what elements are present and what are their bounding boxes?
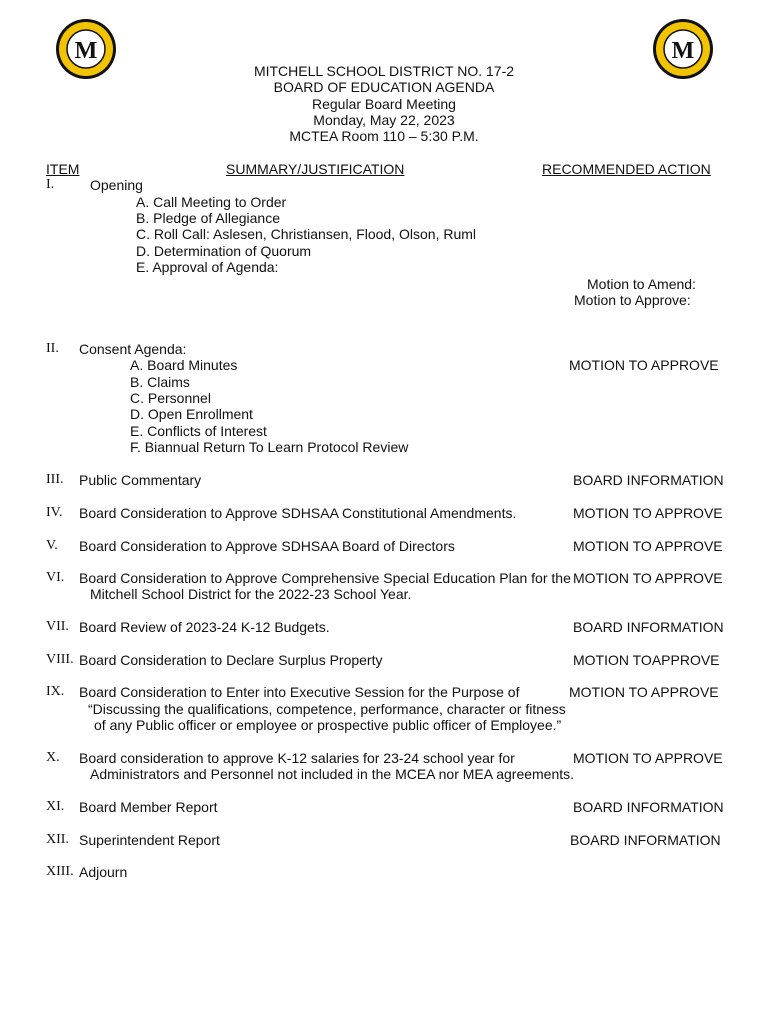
- opening-subitem: C. Roll Call: Aslesen, Christiansen, Flood, Olson, Ruml: [136, 226, 477, 242]
- item-number: IV.: [46, 505, 63, 520]
- item-number: V.: [46, 538, 58, 553]
- item-text: Board Consideration to Approve SDHSAA Board of Directors: [79, 538, 455, 554]
- recommended-action: MOTION TO APPROVE: [569, 357, 719, 373]
- recommended-action: BOARD INFORMATION: [573, 472, 724, 488]
- seal-letter: M: [74, 38, 98, 64]
- item-number: X.: [46, 750, 60, 765]
- item-number: XIII.: [46, 864, 74, 879]
- opening-subitem: E. Approval of Agenda:: [136, 259, 279, 275]
- consent-subitem: A. Board Minutes: [130, 357, 238, 373]
- item-number: VII.: [46, 619, 69, 634]
- consent-subitem: C. Personnel: [130, 390, 211, 406]
- opening-subitem: D. Determination of Quorum: [136, 243, 312, 259]
- column-header-summary: SUMMARY/JUSTIFICATION: [226, 161, 405, 177]
- column-header-item: ITEM: [46, 161, 80, 177]
- item-text: Superintendent Report: [79, 832, 220, 848]
- consent-subitem: E. Conflicts of Interest: [130, 423, 267, 439]
- item-number: VI.: [46, 570, 65, 585]
- item-text: Public Commentary: [79, 472, 202, 488]
- item-number: III.: [46, 472, 64, 487]
- item-number: I.: [46, 177, 55, 192]
- recommended-action: MOTION TO APPROVE: [573, 505, 723, 521]
- opening-subitem: B. Pledge of Allegiance: [136, 210, 280, 226]
- motion-to-approve: Motion to Approve:: [574, 292, 691, 308]
- item-text: Board Review of 2023-24 K-12 Budgets.: [79, 619, 330, 635]
- agenda-title: BOARD OF EDUCATION AGENDA: [273, 79, 495, 95]
- recommended-action: MOTION TO APPROVE: [569, 684, 719, 700]
- district-name: MITCHELL SCHOOL DISTRICT NO. 17-2: [253, 63, 515, 79]
- recommended-action: BOARD INFORMATION: [570, 832, 721, 848]
- item-text-continued: “Discussing the qualifications, competence, performance, character or fitness: [88, 701, 566, 717]
- recommended-action: MOTION TO APPROVE: [573, 570, 723, 586]
- recommended-action: MOTION TOAPPROVE: [573, 652, 720, 668]
- consent-subitem: F. Biannual Return To Learn Protocol Review: [130, 439, 409, 455]
- item-number: VIII.: [46, 652, 74, 667]
- item-text: Board Member Report: [79, 799, 218, 815]
- item-number: XII.: [46, 832, 69, 847]
- meeting-date: Monday, May 22, 2023: [313, 112, 455, 128]
- item-number: XI.: [46, 799, 65, 814]
- opening-subitem: A. Call Meeting to Order: [136, 194, 287, 210]
- item-number: IX.: [46, 684, 65, 699]
- recommended-action: MOTION TO APPROVE: [573, 538, 723, 554]
- item-text-continued: Mitchell School District for the 2022-23 School Year.: [90, 586, 412, 602]
- item-text: Board Consideration to Declare Surplus Property: [79, 652, 383, 668]
- item-text: Board consideration to approve K-12 salaries for 23-24 school year for: [79, 750, 515, 766]
- item-text: Board Consideration to Approve Comprehensive Special Education Plan for the: [79, 570, 571, 586]
- recommended-action: MOTION TO APPROVE: [573, 750, 723, 766]
- recommended-action: BOARD INFORMATION: [573, 799, 724, 815]
- item-text: Adjourn: [79, 864, 128, 880]
- recommended-action: BOARD INFORMATION: [573, 619, 724, 635]
- item-title-opening: Opening: [90, 177, 143, 193]
- item-title-consent: Consent Agenda:: [79, 341, 187, 357]
- seal-letter: M: [671, 38, 695, 64]
- item-text: Board Consideration to Approve SDHSAA Constitutional Amendments.: [79, 505, 517, 521]
- consent-subitem: B. Claims: [130, 374, 190, 390]
- item-number: II.: [46, 341, 59, 356]
- column-header-action: RECOMMENDED ACTION: [542, 161, 711, 177]
- meeting-location-time: MCTEA Room 110 – 5:30 P.M.: [289, 128, 479, 144]
- item-text: Board Consideration to Enter into Executive Session for the Purpose of: [79, 684, 520, 700]
- meeting-type: Regular Board Meeting: [312, 96, 456, 112]
- consent-subitem: D. Open Enrollment: [130, 406, 253, 422]
- item-text-continued: Administrators and Personnel not included in the MCEA nor MEA agreements.: [90, 766, 575, 782]
- motion-to-amend: Motion to Amend:: [587, 276, 696, 292]
- item-text-continued: of any Public officer or employee or prospective public officer of Employee.”: [94, 717, 562, 733]
